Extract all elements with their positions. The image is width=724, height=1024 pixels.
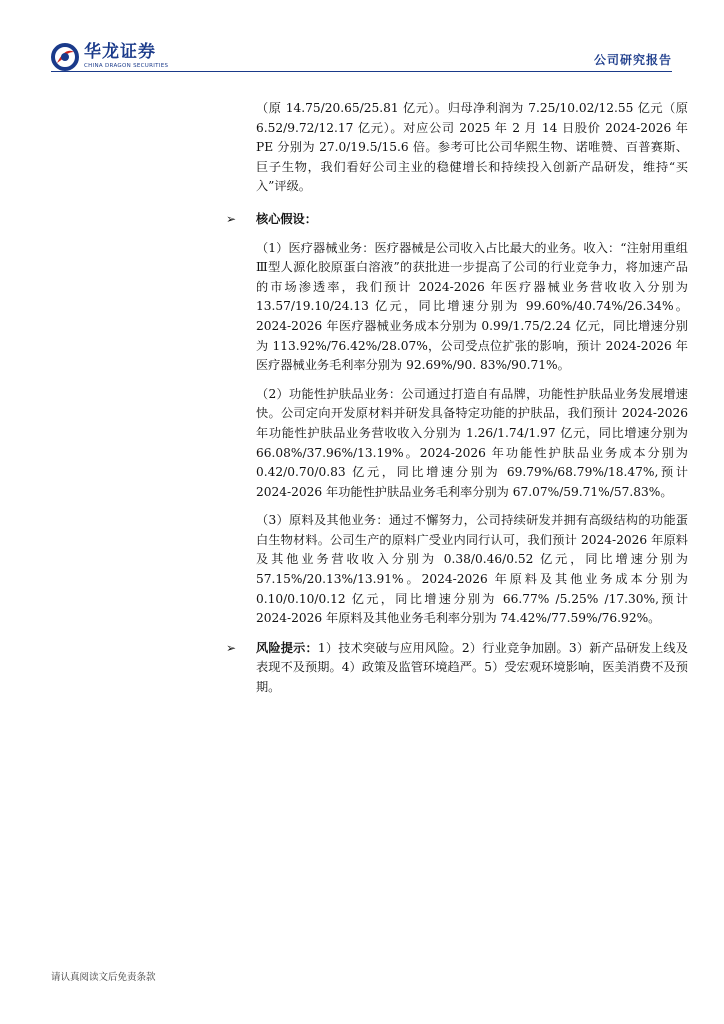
bullet-arrow-icon: ➢ — [226, 640, 237, 655]
logo-english-name: CHINA DRAGON SECURITIES — [84, 63, 169, 69]
assumption-medical-devices: （1）医疗器械业务：医疗器械是公司收入占比最大的业务。收入：“注射用重组Ⅲ型人源化胶原蛋白溶液”的获批进一步提高了公司的行业竞争力，将加速产品的市场渗透率，我们预计 2024-2026 年医疗器械业务营收收入分别为 13.57/19.10/24.13 亿元，同比增速分别为 99.60%/40.74%/26.34%。2024-2026 年医疗器械业务成本分别为 0.99/1.75/2.24 亿元，同比增速分别为 113.92%/76.42%/28.07%，公司受点位扩张的影响，预计 2024-2026 年医疗器械业务毛利率分别为 92.69%/90. 83%/90.71%。 — [256, 240, 688, 373]
core-assumptions-heading: 核心假设： — [256, 211, 317, 226]
risk-warning-heading: 风险提示： — [256, 640, 318, 655]
report-type-label: 公司研究报告 — [593, 53, 672, 67]
main-content — [226, 99, 688, 698]
risk-warning-text: 1）技术突破与应用风险。2）行业竞争加剧。3）新产品研发上线及表现不及预期。4）政策及监管环境趋严。5）受宏观环境影响，医美消费不及预期。 — [256, 640, 688, 695]
valuation-paragraph: （原 14.75/20.65/25.81 亿元）。归母净利润为 7.25/10.02/12.55 亿元（原 6.52/9.72/12.17 亿元）。对应公司 2025 年 2 月 14 日股价 2024-2026 年 PE 分别为 27.0/19.5/15.6 倍。参考可比公司华熙生物、诺唯赞、百普赛斯、巨子生物，我们看好公司主业的稳健增长和持续投入创新产品研发，维持“买入”评级。 — [256, 101, 688, 194]
footer-disclaimer-link: 请认真阅读文后免责条款 — [51, 972, 156, 983]
core-assumptions-section — [226, 210, 688, 629]
china-dragon-logo-icon — [51, 43, 79, 71]
bullet-arrow-icon: ➢ — [226, 211, 237, 226]
risk-warning-section — [226, 639, 688, 698]
assumption-functional-skincare: （2）功能性护肤品业务：公司通过打造自有品牌，功能性护肤品业务发展增速快。公司定向开发原材料并研发具备特定功能的护肤品，我们预计 2024-2026 年功能性护肤品业务营收收入分别为 1.26/1.74/1.97 亿元，同比增速分别为 66.08%/37.96%/13.19%。2024-2026 年功能性护肤品业务成本分别为 0.42/0.70/0.83 亿元，同比增速分别为 69.79%/68.79%/18.47%,预计 2024-2026 年功能性护肤品业务毛利率分别为 67.07%/59.71%/57.83%。 — [256, 386, 688, 499]
page-header — [0, 0, 724, 76]
header-divider — [51, 71, 672, 72]
logo-chinese-name: 华龙证券 — [84, 42, 156, 62]
assumption-raw-materials: （3）原料及其他业务：通过不懈努力，公司持续研发并拥有高级结构的功能蛋白生物材料。公司生产的原料广受业内同行认可，我们预计 2024-2026 年原料及其他业务营收收入分别为 0.38/0.46/0.52 亿元，同比增速分别为 57.15%/20.13%/13.91%。2024-2026 年原料及其他业务成本分别为 0.10/0.10/0.12 亿元，同比增速分别为 66.77% /5.25% /17.30%,预计 2024-2026 年原料及其他业务毛利率分别为 74.42%/77.59%/76.92%。 — [256, 513, 688, 626]
